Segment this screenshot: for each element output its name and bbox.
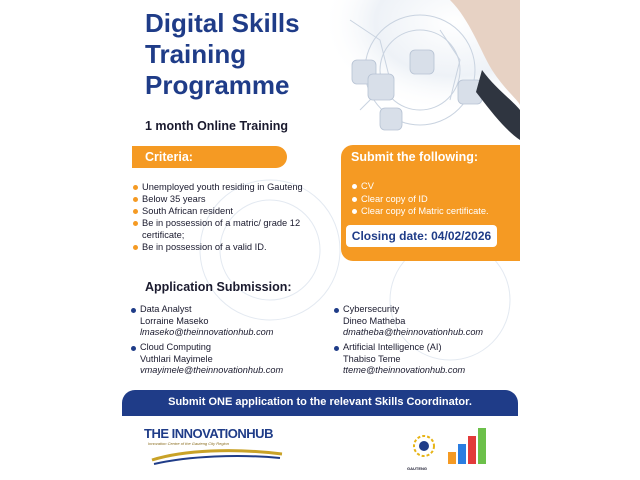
- logo-text: THE INNOVATIONHUB: [144, 426, 273, 441]
- list-item: Unemployed youth residing in Gauteng: [132, 181, 337, 193]
- list-item: Clear copy of Matric certificate.: [351, 205, 489, 218]
- contact-card: [334, 304, 483, 339]
- contact-field: Data Analyst: [140, 304, 192, 314]
- contact-name: Vuthlari Mayimele: [140, 353, 213, 364]
- contact-card: [131, 304, 273, 339]
- contact-card: [131, 342, 283, 377]
- list-item: South African resident: [132, 205, 337, 217]
- contact-card: [334, 342, 465, 377]
- list-item: Clear copy of ID: [351, 193, 489, 206]
- gauteng-emblem-icon: [412, 432, 436, 464]
- list-item: Be in possession of a matric/ grade 12 certificate;: [132, 217, 337, 241]
- closing-date: Closing date: 04/02/2026: [346, 225, 497, 247]
- swoosh-icon: [144, 446, 284, 466]
- contact-name: Lorraine Maseko: [140, 315, 209, 326]
- contact-email[interactable]: tteme@theinnovationhub.com: [343, 365, 466, 375]
- criteria-heading: Criteria:: [132, 146, 287, 168]
- contact-name: Thabiso Teme: [343, 353, 401, 364]
- contact-name: Dineo Matheba: [343, 315, 406, 326]
- contact-field: Artificial Intelligence (AI): [343, 342, 442, 352]
- criteria-list: [132, 181, 337, 253]
- submit-heading: Submit the following:: [351, 150, 479, 164]
- list-item: Be in possession of a valid ID.: [132, 241, 337, 253]
- application-heading: Application Submission:: [145, 280, 292, 294]
- list-item: CV: [351, 180, 489, 193]
- submit-panel: [341, 145, 520, 261]
- contact-email[interactable]: dmatheba@theinnovationhub.com: [343, 327, 484, 337]
- innovation-hub-logo: [144, 426, 284, 470]
- list-item: Below 35 years: [132, 193, 337, 205]
- logo-tagline: Innovation Centre of the Gauteng City Region: [148, 441, 229, 446]
- page-title: [145, 8, 375, 101]
- title-line: Digital Skills: [145, 8, 300, 38]
- submit-list: [351, 180, 489, 218]
- contact-email[interactable]: vmayimele@theinnovationhub.com: [140, 365, 284, 375]
- poster: [120, 0, 520, 480]
- contact-field: Cloud Computing: [140, 342, 211, 352]
- title-line: Programme: [145, 70, 290, 100]
- subtitle: 1 month Online Training: [145, 119, 289, 133]
- footer-note: Submit ONE application to the relevant Skills Coordinator.: [122, 390, 518, 416]
- contact-email[interactable]: lmaseko@theinnovationhub.com: [140, 327, 274, 337]
- partner-bars-logo-icon: [446, 424, 490, 468]
- title-line: Training: [145, 39, 247, 69]
- contact-field: Cybersecurity: [343, 304, 400, 314]
- gauteng-label: GAUTENG: [407, 466, 427, 471]
